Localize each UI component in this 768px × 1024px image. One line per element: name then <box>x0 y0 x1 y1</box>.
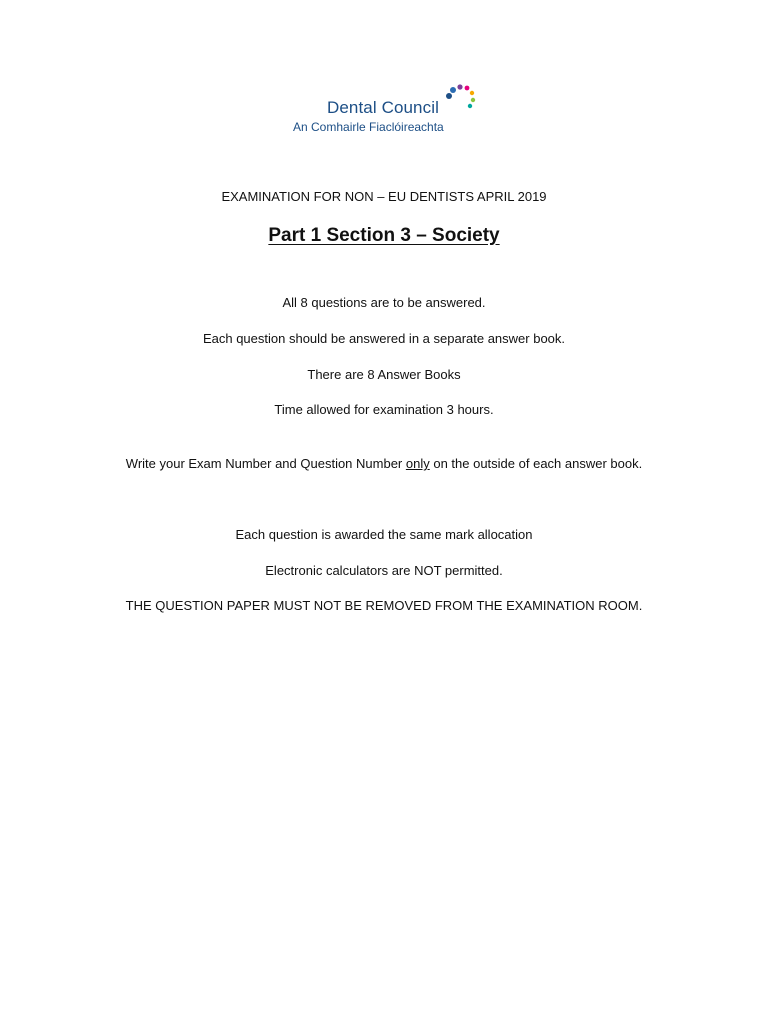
note-paper-removal: THE QUESTION PAPER MUST NOT BE REMOVED FROM THE EXAMINATION ROOM. <box>125 598 643 613</box>
write-instruction-end: on the outside of each answer book. <box>429 456 643 471</box>
logo-name: Dental Council <box>327 98 439 117</box>
write-instruction-start: Write your Exam Number and Question Number <box>125 456 406 471</box>
section-title: Part 1 Section 3 – Society <box>268 225 500 246</box>
note-mark-allocation: Each question is awarded the same mark allocation <box>235 527 533 542</box>
instruction-answer-books: There are 8 Answer Books <box>307 367 461 382</box>
instruction-separate-book: Each question should be answered in a separate answer book. <box>202 331 566 346</box>
logo-dots-icon <box>442 84 478 112</box>
exam-title: EXAMINATION FOR NON – EU DENTISTS APRIL 2019 <box>221 189 547 204</box>
logo-irish-name: An Comhairle Fiaclóireachta <box>293 120 444 134</box>
note-calculators: Electronic calculators are NOT permitted. <box>265 563 503 578</box>
instruction-write-numbers <box>110 455 658 473</box>
instruction-time-allowed: Time allowed for examination 3 hours. <box>274 402 494 417</box>
write-instruction-emphasis: only <box>405 456 430 471</box>
dental-council-logo <box>292 84 482 140</box>
instruction-answer-all: All 8 questions are to be answered. <box>282 295 486 310</box>
